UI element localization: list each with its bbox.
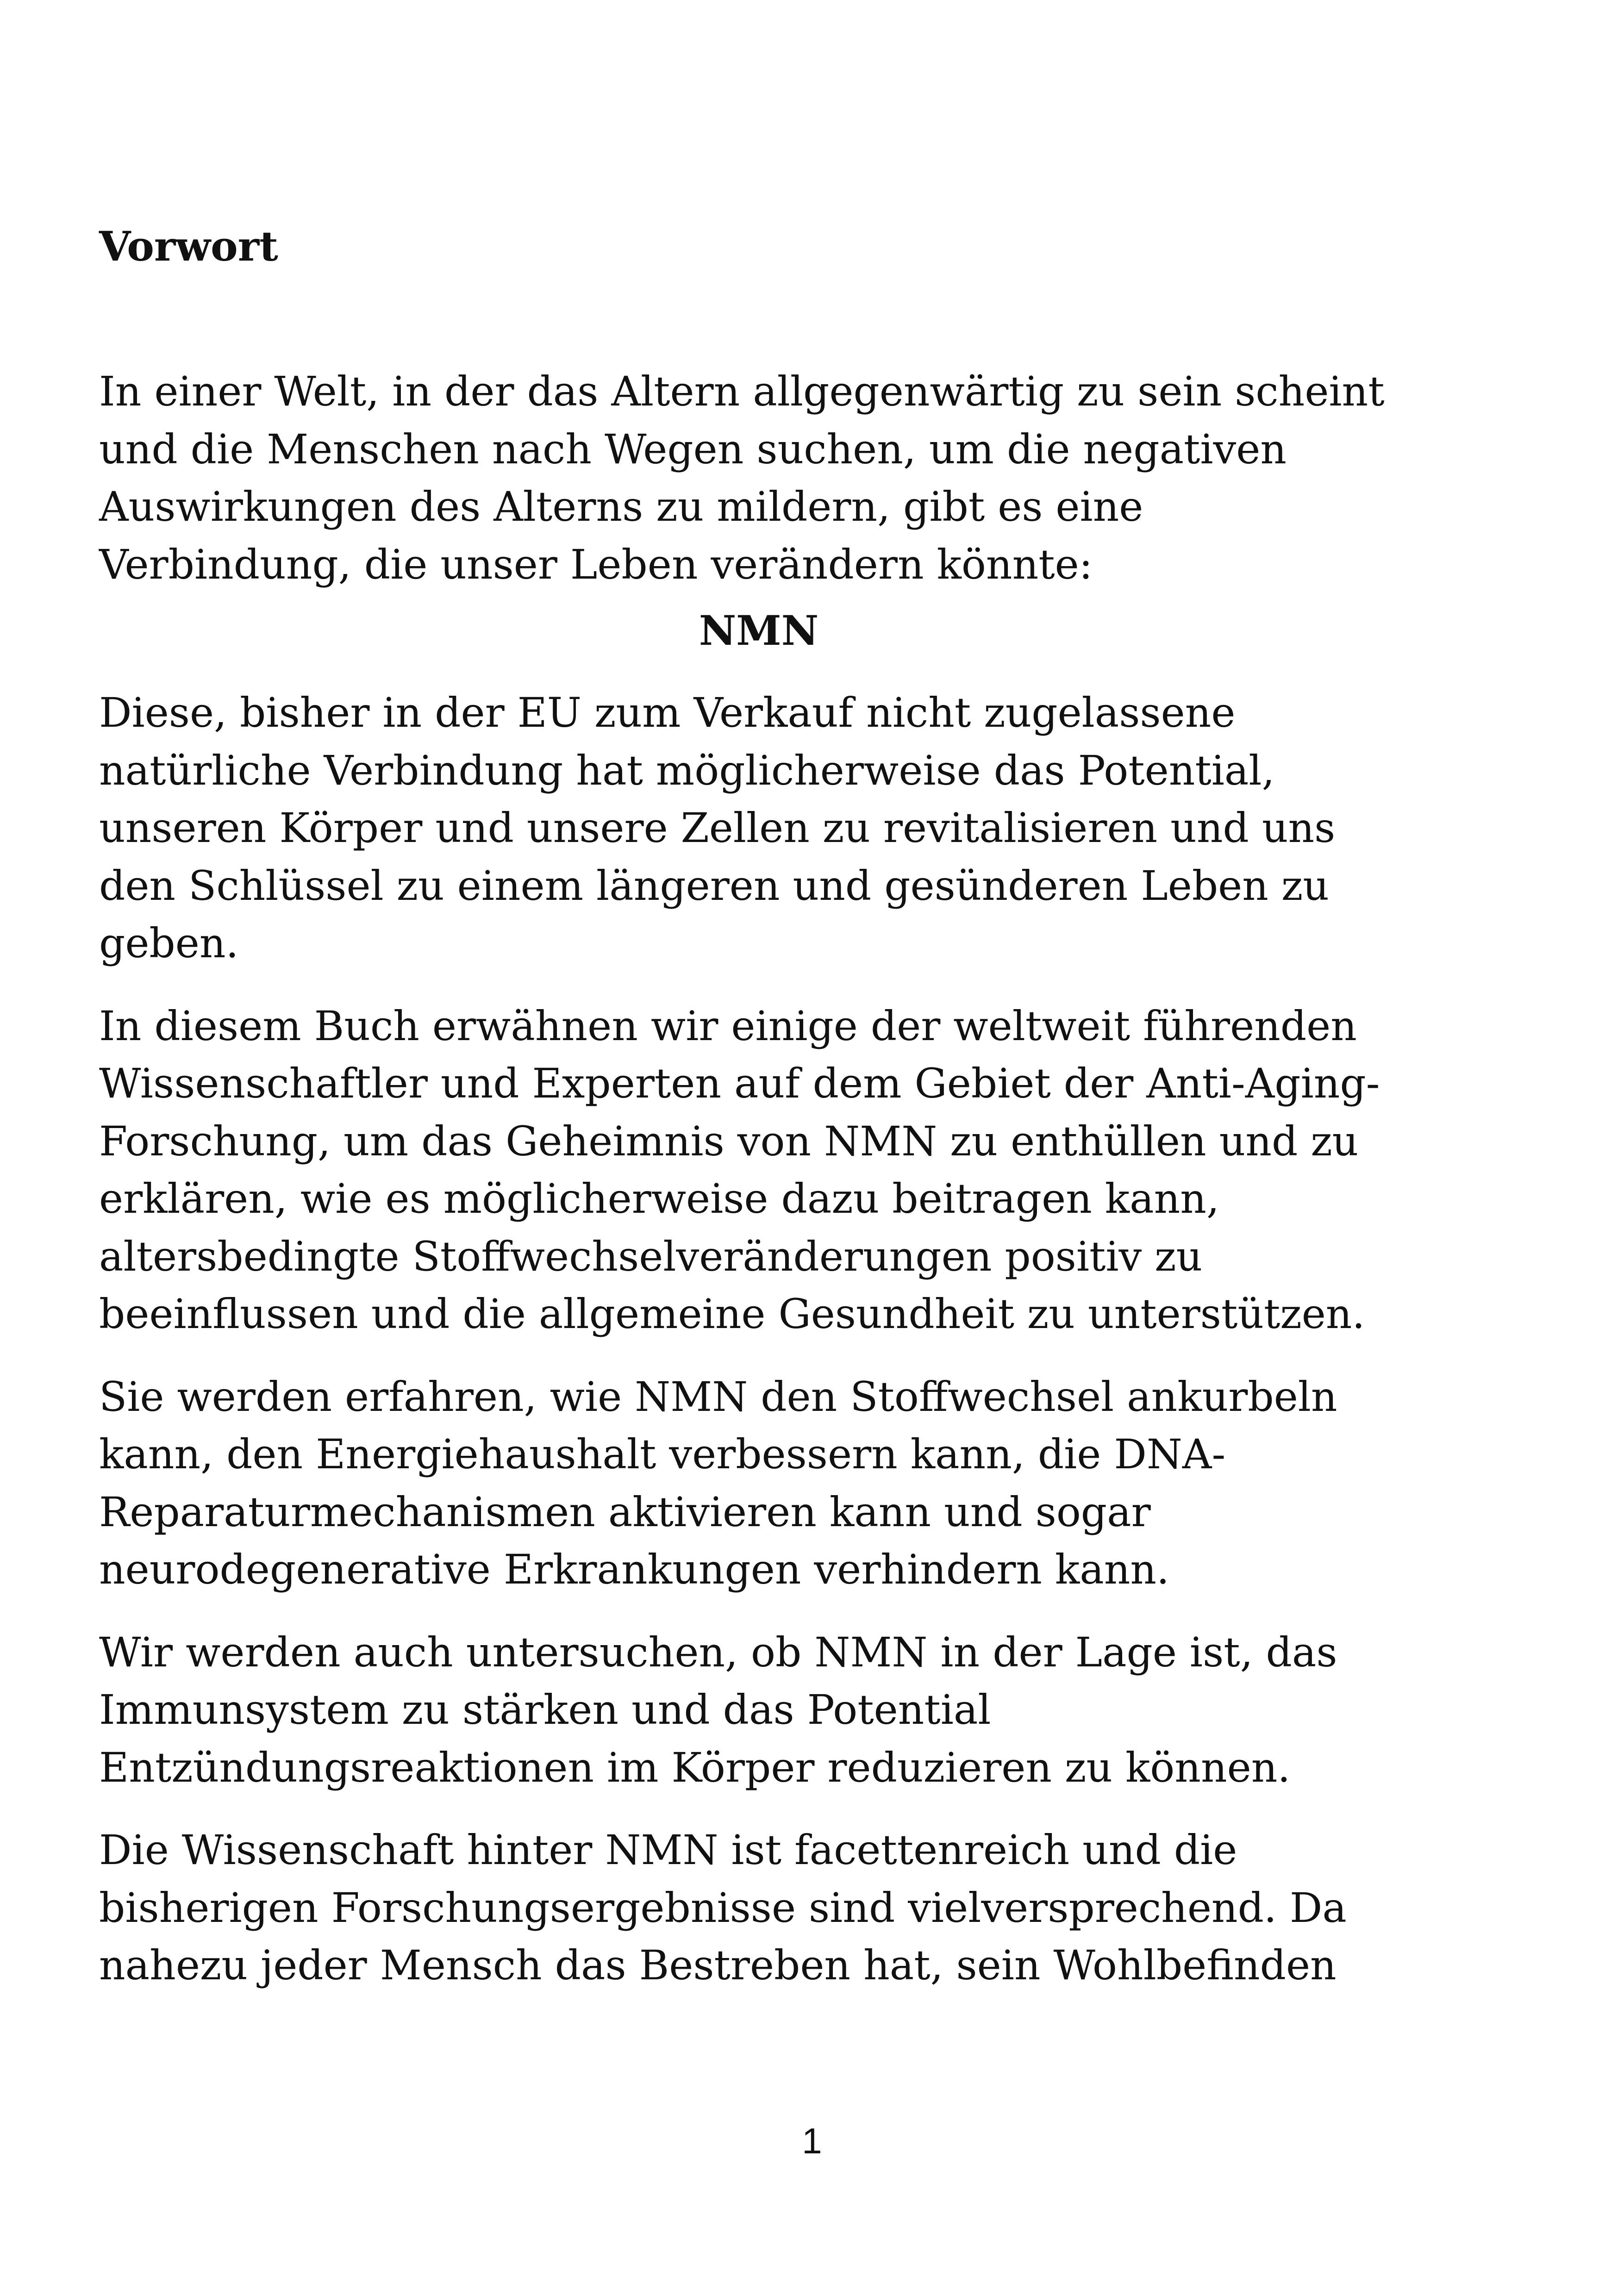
- paragraph-2: [99, 998, 1418, 1343]
- spacer: [99, 1796, 1418, 1821]
- text-line: In einer Welt, in der das Altern allgegenwärtig zu sein scheint: [99, 368, 1385, 415]
- text-line: beeinflussen und die allgemeine Gesundheit zu unterstützen.: [99, 1290, 1365, 1338]
- page-number: 1: [802, 2120, 822, 2161]
- page-content: [99, 218, 1418, 1995]
- text-line: Die Wissenschaft hinter NMN ist facettenreich und die: [99, 1826, 1237, 1874]
- paragraph-3: [99, 1368, 1418, 1599]
- text-line: nahezu jeder Mensch das Bestreben hat, sein Wohlbefinden: [99, 1941, 1337, 1989]
- text-line: Wissenschaftler und Experten auf dem Gebiet der Anti-Aging-: [99, 1060, 1380, 1107]
- text-line: neurodegenerative Erkrankungen verhindern kann.: [99, 1546, 1170, 1593]
- spacer: [99, 593, 1418, 602]
- text-line: unseren Körper und unsere Zellen zu revitalisieren und uns: [99, 804, 1336, 852]
- text-line: geben.: [99, 919, 239, 967]
- text-line: kann, den Energiehaushalt verbessern kann, die DNA-: [99, 1430, 1226, 1478]
- text-line: Forschung, um das Geheimnis von NMN zu enthüllen und zu: [99, 1117, 1359, 1165]
- text-line: Diese, bisher in der EU zum Verkauf nicht zugelassene: [99, 689, 1236, 736]
- paragraph-5: [99, 1821, 1418, 1995]
- spacer: [99, 973, 1418, 998]
- text-line: Immunsystem zu stärken und das Potential: [99, 1686, 991, 1734]
- chapter-heading: Vorwort: [99, 222, 278, 270]
- text-line: Entzündungsreaktionen im Körper reduzieren zu können.: [99, 1743, 1291, 1791]
- text-line: Wir werden auch untersuchen, ob NMN in der Lage ist, das: [99, 1628, 1337, 1676]
- text-line: bisherigen Forschungsergebnisse sind vielversprechend. Da: [99, 1883, 1347, 1932]
- text-line: In diesem Buch erwähnen wir einige der weltweit führenden: [99, 1002, 1357, 1050]
- text-line: natürliche Verbindung hat möglicherweise das Potential,: [99, 746, 1275, 794]
- text-line: Reparaturmechanismen aktivieren kann und sogar: [99, 1488, 1151, 1536]
- centered-term: NMN: [699, 606, 819, 655]
- text-line: Sie werden erfahren, wie NMN den Stoffwechsel ankurbeln: [99, 1372, 1337, 1421]
- intro-paragraph: [99, 363, 1418, 593]
- paragraph-4: [99, 1624, 1418, 1797]
- text-line: den Schlüssel zu einem längeren und gesünderen Leben zu: [99, 861, 1329, 910]
- text-line: und die Menschen nach Wegen suchen, um die negativen: [99, 425, 1287, 473]
- spacer: [99, 1599, 1418, 1624]
- text-line: Verbindung, die unser Leben verändern könnte:: [99, 540, 1093, 588]
- text-line: erklären, wie es möglicherweise dazu beitragen kann,: [99, 1175, 1219, 1222]
- spacer: [99, 275, 1418, 363]
- spacer: [99, 659, 1418, 684]
- spacer: [99, 1343, 1418, 1368]
- paragraph-1: [99, 684, 1418, 973]
- text-line: altersbedingte Stoffwechselveränderungen positiv zu: [99, 1232, 1203, 1280]
- text-line: Auswirkungen des Alterns zu mildern, gibt es eine: [99, 483, 1143, 530]
